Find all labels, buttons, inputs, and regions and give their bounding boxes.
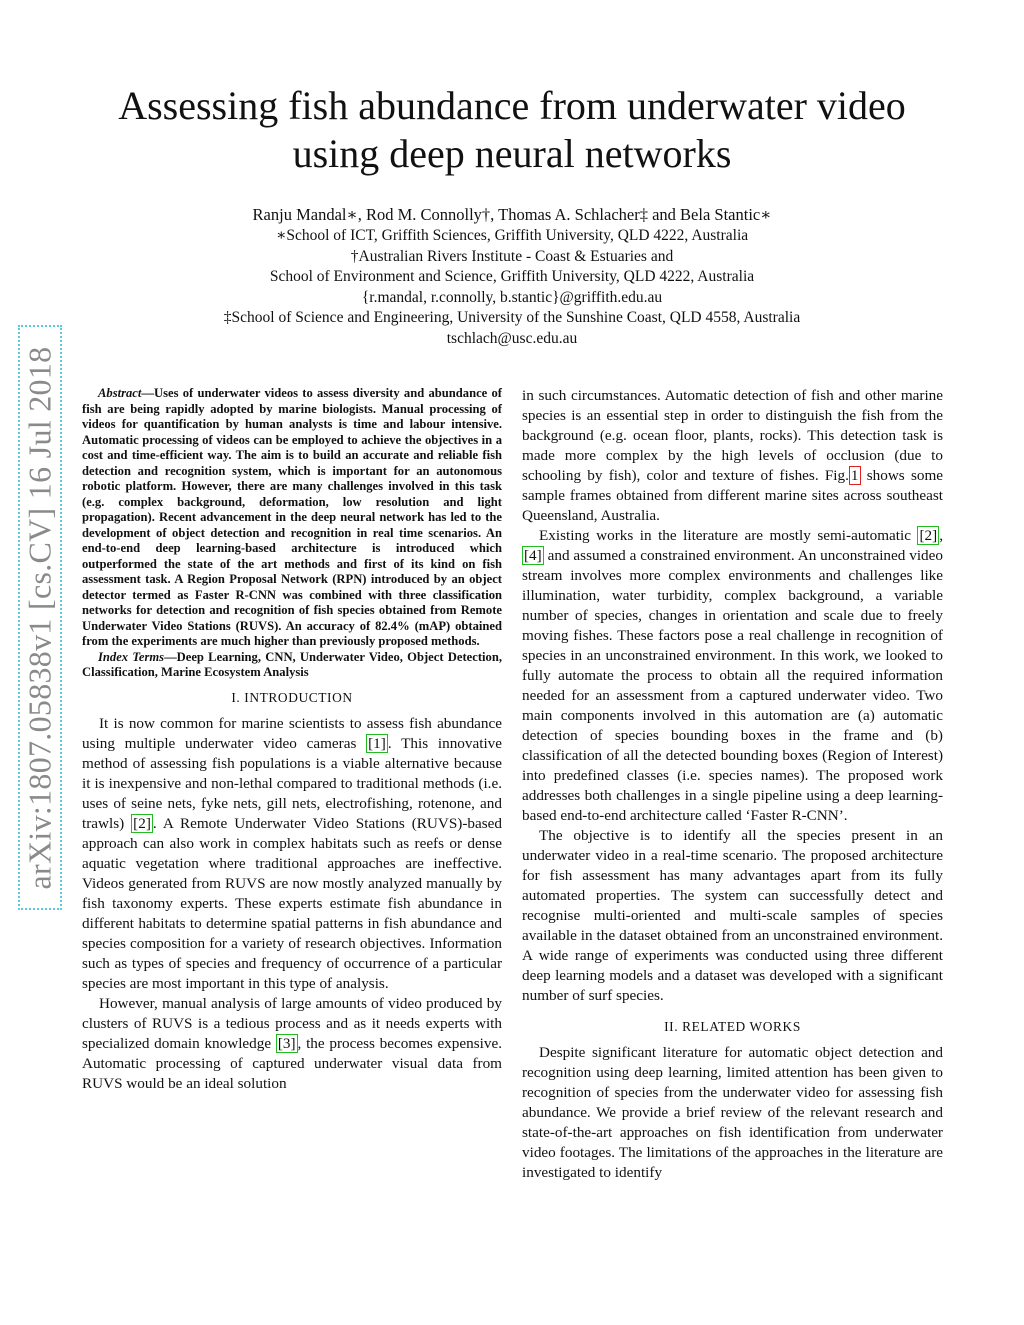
intro-p2-text-a: However, manual analysis of large amounts of video produced by clusters of RUVS is a tedious process and as it needs experts with specialized domain knowledge [82, 994, 502, 1052]
index-terms [82, 650, 502, 681]
abstract [82, 386, 502, 650]
citation-link-2[interactable]: [2] [133, 814, 151, 832]
section-heading-related-works: II. RELATED WORKS [664, 1019, 801, 1034]
citation-link-3[interactable]: [3] [277, 1034, 296, 1052]
arxiv-identifier: arXiv:1807.05838v1 [cs.CV] 16 Jul 2018 [21, 346, 58, 889]
arxiv-sidebar-stamp [18, 325, 62, 910]
intro-paragraph-2 [82, 994, 502, 1094]
author-names: Ranju Mandal∗, Rod M. Connolly†, Thomas A. Schlacher‡ and Bela Stantic∗ [252, 205, 772, 224]
citation-link-1[interactable]: [1] [368, 734, 386, 752]
citation-link-2b[interactable]: [2] [919, 527, 938, 544]
intro-p1-text-b: . This innovative method of assessing fish populations is a viable alternative because it is inexpensive and non-lethal compared to traditional methods (i.e. uses of seine nets, fyke nets, gill nets, electrofishing, rotenone, and trawls) [82, 734, 502, 832]
right-p1-text-a: in such circumstances. Automatic detection of fish and other marine species is an essential step in order to distinguish the fish from the background (e.g. ocean floor, plants, rocks). This detection task is made more complex by the high levels of occlusion (due to schooling by fish), color and texture of fishes. Fig. [522, 387, 943, 484]
right-column [522, 386, 943, 1183]
affiliation-3: ‡School of Science and Engineering, University of the Sunshine Coast, QLD 4558, Australia [223, 309, 801, 327]
section-heading-introduction: I. INTRODUCTION [231, 689, 353, 705]
right-p2-separator: , [939, 527, 943, 544]
abstract-text: —Uses of underwater videos to assess diversity and abundance of fish are being rapidly adopted by marine biologists. Manual processing of videos for quantification by human analysts is time and labour intensive. Automatic processing of videos can be employed to achieve the objectives in a cost and time-efficient way. The aim is to build an accurate and reliable fish detection and recognition system, which is important for an autonomous robotic platform. However, there are many challenges involved in this task (e.g. complex background, deformation, low resolution and light propagation). Recent advancement in the deep neural network has led to the development of object detection and recognition in real time scenarios. An end-to-end deep learning-based architecture is introduced which outperformed the state of the art methods and first of its kind on fish assessment task. A Region Proposal Network (RPN) introduced by an object detector termed as Faster R-CNN was combined with three classification networks for detection and recognition of fish species obtained from Remote Underwater Video Stations (RUVS). An accuracy of 82.4% (mAP) obtained from the experiments are much higher than previously proposed methods. [82, 386, 502, 648]
intro-paragraph-1 [82, 714, 502, 994]
intro-p1-text-c: . A Remote Underwater Video Stations (RUVS)-based approach can also work in complex habitats such as reefs or dense aquatic vegetation where traditional approaches are ineffective. Videos generated from RUVS are now mostly analyzed manually by fish taxonomy experts. These experts estimate fish abundance in different habitats to determine spatial patterns in fish abundance and species composition for a variety of research objectives. Information such as types of species and frequency of occurrence of a particular species are most important in this type of analysis. [82, 814, 502, 992]
intro-p1-text-a: It is now common for marine scientists to assess fish abundance using multiple underwater video cameras [82, 714, 502, 752]
emails-usc: tschlach@usc.edu.au [446, 329, 578, 347]
author-block [80, 204, 944, 350]
index-terms-label: Index Terms [98, 649, 165, 664]
paper-title [80, 82, 944, 178]
right-p1-text-b: shows some sample frames obtained from different marine sites across southeast Queensland, Australia. [522, 467, 943, 524]
figure-link-1[interactable]: 1 [850, 467, 859, 484]
right-paragraph-2 [522, 526, 943, 826]
right-p2-text-b: and assumed a constrained environment. An unconstrained video stream involves more complex environments and challenges like illumination, water turbidity, complex background, a variable number of species, changes in orientation and scale due to freely moving fishes. These factors pose a real challenge in recognition of species in an unconstrained environment. In this work, we looked to fully automate the process to obtain all the required information needed for an assessment from a captured underwater video. Two main components involved in this automation are (a) automatic detection of species bounding boxes in the frame and (b) classification of all the detected bounding boxes (Region of Interest) into predefined classes (i.e. species names). The proposed work addresses both challenges in a single pipeline using a deep learning-based end-to-end architecture called ‘Faster R-CNN’. [522, 547, 943, 824]
intro-p2-text-b: , the process becomes expensive. Automatic processing of captured underwater visual data from RUVS would be an ideal solution [82, 1034, 502, 1092]
abstract-label: Abstract [98, 386, 142, 400]
right-p2-text-a: Existing works in the literature are mostly semi-automatic [539, 527, 918, 544]
index-terms-text: —Deep Learning, CNN, Underwater Video, Object Detection, Classification, Marine Ecosystem Analysis [82, 649, 502, 679]
affiliation-2b: School of Environment and Science, Griffith University, QLD 4222, Australia [269, 268, 755, 286]
citation-link-4[interactable]: [4] [524, 547, 542, 564]
affiliation-1: ∗School of ICT, Griffith Sciences, Griffith University, QLD 4222, Australia [275, 227, 749, 244]
emails-griffith: {r.mandal, r.connolly, b.stantic}@griffith.edu.au [361, 288, 663, 306]
title-line-2: using deep neural networks [292, 131, 732, 176]
left-column [82, 386, 502, 1094]
right-paragraph-1 [522, 386, 943, 526]
title-line-1: Assessing fish abundance from underwater video [118, 83, 906, 128]
affiliation-2a: †Australian Rivers Institute - Coast & Estuaries and [350, 247, 674, 265]
right-paragraph-3: The objective is to identify all the species present in an underwater video in a real-time scenario. The proposed architecture for fish assessment has many advantages apart from its fully automated properties. The system can successfully detect and recognise multi-oriented and multi-scale samples of species available in the dataset obtained from an unconstrained environment. A wide range of experiments was conducted using three different deep learning models and a dataset was developed with a significant number of surf species. [522, 827, 943, 1004]
related-paragraph-1: Despite significant literature for automatic object detection and recognition using deep learning, limited attention has been given to recognition of species from the underwater video for assessing fish abundance. We provide a brief review of the relevant research and state-of-the-art approaches on fish identification from underwater video footages. The limitations of the approaches in the literature are investigated to identify [522, 1044, 943, 1181]
